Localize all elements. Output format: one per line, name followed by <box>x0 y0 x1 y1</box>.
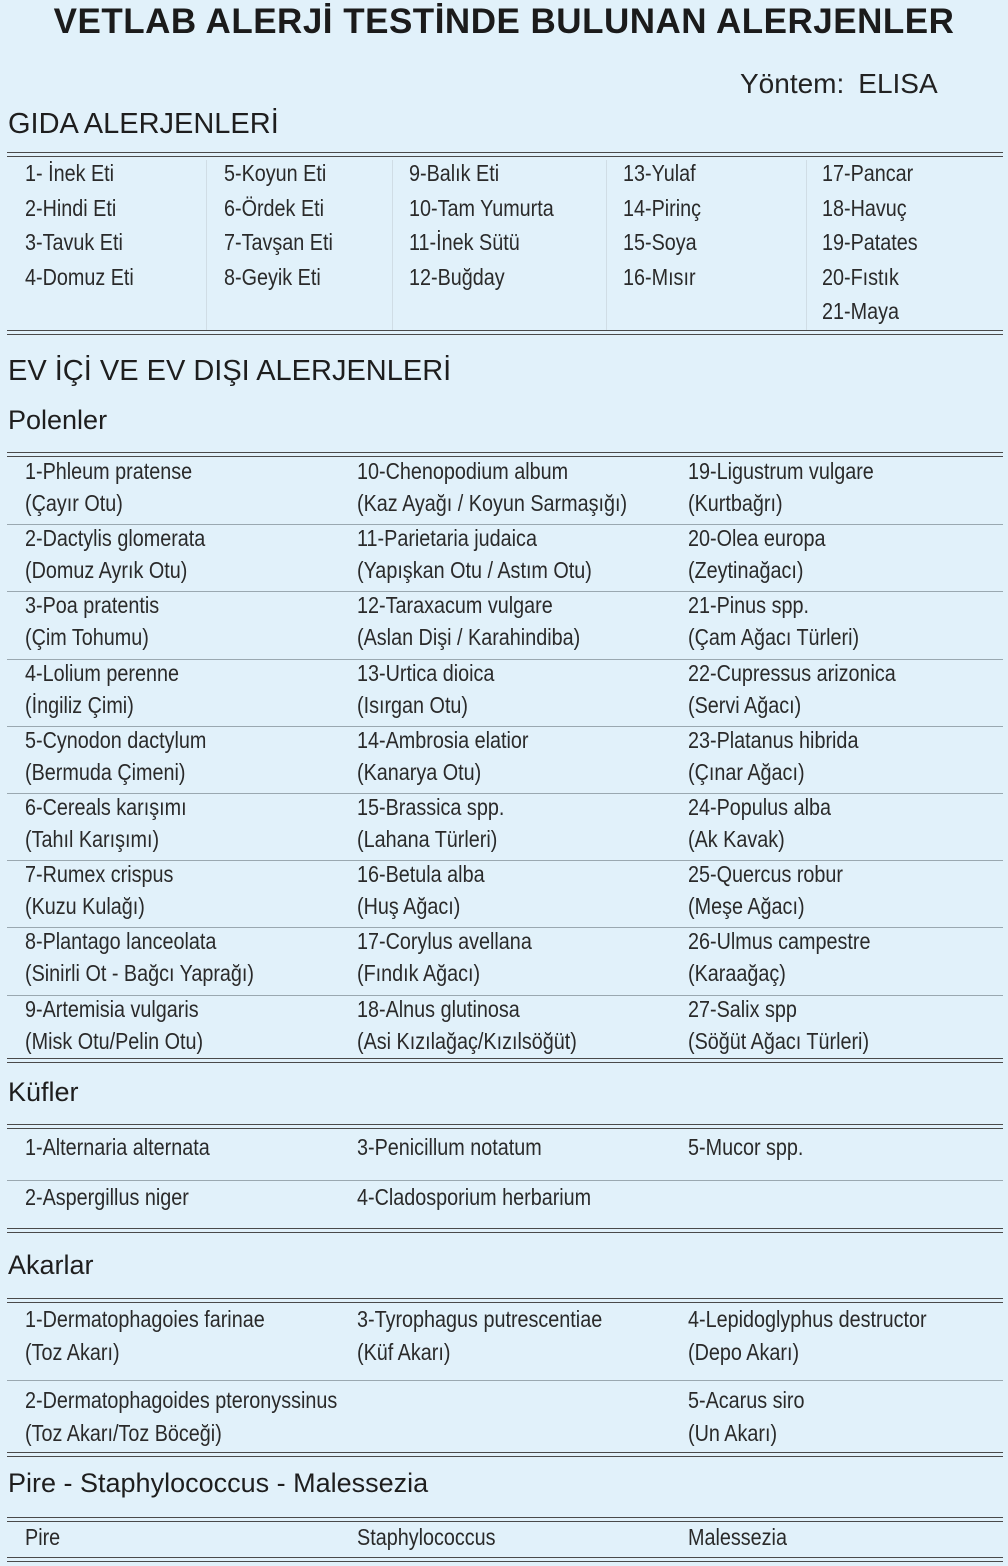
pollen-latin-name: 11-Parietaria judaica <box>357 525 537 552</box>
pollen-latin-name: 12-Taraxacum vulgare <box>357 592 553 619</box>
pollen-latin-name: 21-Pinus spp. <box>688 592 809 619</box>
pollen-common-name: (Kurtbağrı) <box>688 490 783 516</box>
mites-top-rule <box>7 1298 1003 1303</box>
pollen-common-name: (Misk Otu/Pelin Otu) <box>25 1027 204 1054</box>
food-allergen-item: 5-Koyun Eti <box>224 160 327 186</box>
pollen-common-name: (Ak Kavak) <box>688 826 785 852</box>
pollen-common-name: (Tahıl Karışımı) <box>25 826 160 852</box>
mold-item: 1-Alternaria alternata <box>25 1134 210 1160</box>
pollen-common-name: (Asi Kızılağaç/Kızılsöğüt) <box>357 1027 577 1054</box>
food-allergen-item: 2-Hindi Eti <box>25 194 117 221</box>
food-heading: GIDA ALERJENLERİ <box>8 108 279 140</box>
pollen-common-name: (Kanarya Otu) <box>357 758 482 785</box>
pollen-latin-name: 22-Cupressus arizonica <box>688 659 896 686</box>
mite-latin-name: 5-Acarus siro <box>688 1387 805 1413</box>
pollen-latin-name: 19-Ligustrum vulgare <box>688 458 874 484</box>
pollen-latin-name: 4-Lolium perenne <box>25 659 179 686</box>
pollen-heading: Polenler <box>8 405 108 435</box>
food-allergen-item: 7-Tavşan Eti <box>224 229 333 255</box>
pollen-common-name: (Servi Ağacı) <box>688 691 802 718</box>
other-heading: Pire - Staphylococcus - Malessezia <box>8 1468 429 1498</box>
food-allergen-item: 9-Balık Eti <box>409 160 500 186</box>
pollen-common-name: (Lahana Türleri) <box>357 826 498 852</box>
page-title: VETLAB ALERJİ TESTİNDE BULUNAN ALERJENLER <box>53 2 955 41</box>
pollen-latin-name: 2-Dactylis glomerata <box>25 525 206 552</box>
mold-item: 5-Mucor spp. <box>688 1134 804 1160</box>
pollen-common-name: (Meşe Ağacı) <box>688 893 805 920</box>
mite-common-name: (Küf Akarı) <box>357 1339 451 1365</box>
pollen-latin-name: 13-Urtica dioica <box>357 659 495 686</box>
method-label: Yöntem: <box>740 68 845 99</box>
pollen-latin-name: 6-Cereals karışımı <box>25 794 187 820</box>
pollen-latin-name: 3-Poa pratentis <box>25 592 160 619</box>
food-top-rule <box>7 152 1003 157</box>
pollen-latin-name: 27-Salix spp <box>688 995 797 1022</box>
pollen-latin-name: 25-Quercus robur <box>688 861 844 888</box>
mold-item: 3-Penicillum notatum <box>357 1134 542 1160</box>
pollen-latin-name: 5-Cynodon dactylum <box>25 726 207 753</box>
mold-item: 2-Aspergillus niger <box>25 1184 189 1210</box>
method-line <box>740 68 938 100</box>
pollen-latin-name: 24-Populus alba <box>688 794 831 820</box>
pollen-common-name: (Kaz Ayağı / Koyun Sarmaşığı) <box>357 490 628 516</box>
pollen-common-name: (Çam Ağacı Türleri) <box>688 624 860 651</box>
mite-common-name: (Un Akarı) <box>688 1420 778 1446</box>
other-allergen-item: Malessezia <box>688 1524 787 1550</box>
food-allergen-item: 3-Tavuk Eti <box>25 229 123 255</box>
other-allergen-item: Staphylococcus <box>357 1524 496 1550</box>
mite-latin-name: 4-Lepidoglyphus destructor <box>688 1306 927 1332</box>
pollen-common-name: (Domuz Ayrık Otu) <box>25 557 188 584</box>
pollen-latin-name: 26-Ulmus campestre <box>688 928 871 955</box>
pollen-common-name: (Huş Ağacı) <box>357 893 461 920</box>
pollen-common-name: (Karaağaç) <box>688 960 786 987</box>
food-col-divider <box>606 160 607 330</box>
pollen-latin-name: 23-Platanus hibrida <box>688 726 859 753</box>
pollen-latin-name: 8-Plantago lanceolata <box>25 928 217 955</box>
pollen-latin-name: 10-Chenopodium album <box>357 458 569 484</box>
food-allergen-item: 20-Fıstık <box>822 263 899 290</box>
food-allergen-item: 10-Tam Yumurta <box>409 194 554 221</box>
food-allergen-item: 6-Ördek Eti <box>224 194 325 221</box>
pollen-latin-name: 20-Olea europa <box>688 525 826 552</box>
pollen-common-name: (Zeytinağacı) <box>688 557 804 584</box>
molds-heading: Küfler <box>8 1077 79 1107</box>
mite-latin-name: 3-Tyrophagus putrescentiae <box>357 1306 603 1332</box>
food-col-divider <box>206 160 207 330</box>
pollen-latin-name: 14-Ambrosia elatior <box>357 726 529 753</box>
food-col-divider <box>806 160 807 330</box>
pollen-common-name: (Sinirli Ot - Bağcı Yaprağı) <box>25 960 255 987</box>
food-bottom-rule <box>7 330 1003 335</box>
pollen-common-name: (Çayır Otu) <box>25 490 123 516</box>
mold-item: 4-Cladosporium herbarium <box>357 1184 592 1210</box>
food-col-divider <box>392 160 393 330</box>
pollen-latin-name: 17-Corylus avellana <box>357 928 532 955</box>
pollen-latin-name: 1-Phleum pratense <box>25 458 193 484</box>
mites-row-divider <box>7 1380 1003 1381</box>
pollen-latin-name: 15-Brassica spp. <box>357 794 505 820</box>
pollen-latin-name: 16-Betula alba <box>357 861 485 888</box>
pollen-latin-name: 7-Rumex crispus <box>25 861 174 888</box>
pollen-common-name: (Çınar Ağacı) <box>688 758 805 785</box>
food-allergen-item: 18-Havuç <box>822 194 907 221</box>
mite-common-name: (Depo Akarı) <box>688 1339 800 1365</box>
pollen-common-name: (Isırgan Otu) <box>357 691 469 718</box>
pollen-bottom-rule <box>7 1058 1003 1063</box>
pollen-latin-name: 18-Alnus glutinosa <box>357 995 520 1022</box>
pollen-common-name: (Söğüt Ağacı Türleri) <box>688 1027 870 1054</box>
molds-bottom-rule <box>7 1228 1003 1233</box>
other-top-rule <box>7 1517 1003 1522</box>
pollen-top-rule <box>7 452 1003 457</box>
mites-bottom-rule <box>7 1452 1003 1457</box>
pollen-common-name: (Çim Tohumu) <box>25 624 149 651</box>
molds-row-divider <box>7 1180 1003 1181</box>
food-allergen-item: 1- İnek Eti <box>25 160 115 186</box>
food-allergen-item: 12-Buğday <box>409 263 505 290</box>
pollen-common-name: (İngiliz Çimi) <box>25 691 134 718</box>
other-bottom-rule <box>7 1557 1003 1562</box>
mites-heading: Akarlar <box>8 1250 94 1280</box>
other-allergen-item: Pire <box>25 1524 61 1550</box>
mite-common-name: (Toz Akarı) <box>25 1339 120 1365</box>
pollen-common-name: (Kuzu Kulağı) <box>25 893 145 920</box>
food-allergen-item: 13-Yulaf <box>623 160 696 186</box>
pollen-common-name: (Yapışkan Otu / Astım Otu) <box>357 557 592 584</box>
method-value: ELISA <box>858 68 938 99</box>
pollen-common-name: (Fındık Ağacı) <box>357 960 481 987</box>
molds-top-rule <box>7 1124 1003 1129</box>
mite-common-name: (Toz Akarı/Toz Böceği) <box>25 1420 222 1446</box>
mite-latin-name: 2-Dermatophagoides pteronyssinus <box>25 1387 338 1413</box>
food-allergen-item: 8-Geyik Eti <box>224 263 321 290</box>
food-allergen-item: 11-İnek Sütü <box>409 229 520 255</box>
environment-heading: EV İÇİ VE EV DIŞI ALERJENLERİ <box>8 355 452 387</box>
food-allergen-item: 4-Domuz Eti <box>25 263 134 290</box>
food-allergen-item: 19-Patates <box>822 229 918 255</box>
food-allergen-item: 17-Pancar <box>822 160 914 186</box>
food-allergen-item: 14-Pirinç <box>623 194 702 221</box>
mite-latin-name: 1-Dermatophagoies farinae <box>25 1306 265 1332</box>
pollen-common-name: (Bermuda Çimeni) <box>25 758 186 785</box>
food-allergen-item: 15-Soya <box>623 229 697 255</box>
pollen-latin-name: 9-Artemisia vulgaris <box>25 995 199 1022</box>
food-allergen-item: 16-Mısır <box>623 263 696 290</box>
food-allergen-item: 21-Maya <box>822 298 899 324</box>
pollen-common-name: (Aslan Dişi / Karahindiba) <box>357 624 581 651</box>
